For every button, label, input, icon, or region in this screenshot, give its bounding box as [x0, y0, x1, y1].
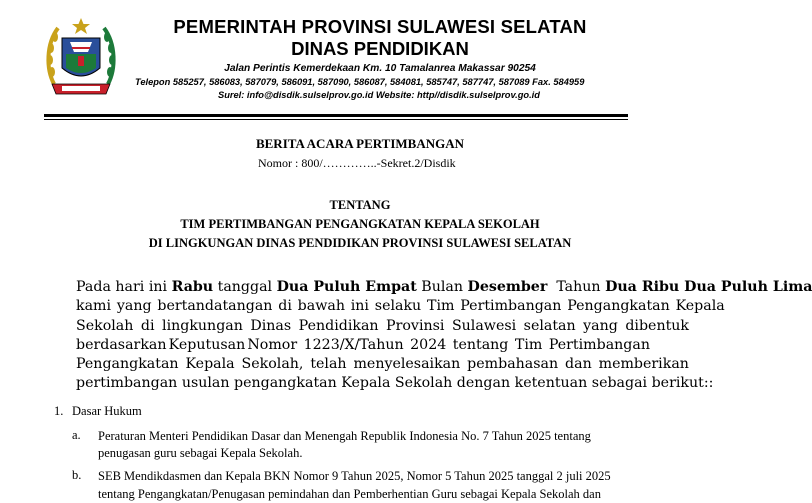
list-item-b-line-2: [98, 486, 658, 501]
para-line-6: pertimbangan usulan pengangkatan Kepala Sekolah dengan ketentuan sebagai berikut::: [76, 375, 714, 392]
year-words: Dua Ribu Dua Puluh Lima: [605, 279, 812, 295]
para-line-2: kami yang bertandatangan di bawah ini selaku Tim Pertimbangan Pengangkatan Kepala: [76, 298, 725, 315]
agency-name: DINAS PENDIDIKAN: [291, 38, 469, 59]
subject-line-2: DI LINGKUNGAN DINAS PENDIDIKAN PROVINSI SULAWESI SELATAN: [148, 236, 572, 250]
list-item-a-line-1: Peraturan Menteri Pendidikan Dasar dan Menengah Republik Indonesia No. 7 Tahun 2025 tentang: [98, 429, 591, 443]
text-run: tanggal: [213, 279, 277, 295]
text-run: Keputusan: [168, 336, 246, 353]
text-run: Pada hari ini: [76, 279, 172, 295]
list-item-a-line-2: penugasan guru sebagai Kepala Sekolah.: [98, 446, 303, 460]
gov-name: PEMERINTAH PROVINSI SULAWESI SELATAN: [173, 16, 587, 37]
list-marker-b: b.: [72, 468, 82, 482]
letterhead-rule-thin: [44, 119, 628, 120]
list-marker-a: a.: [72, 428, 81, 442]
subject-line-1: TIM PERTIMBANGAN PENGANGKATAN KEPALA SEKOLAH: [180, 217, 540, 231]
opening-paragraph: [76, 278, 812, 394]
text-run: Bulan: [416, 279, 468, 295]
legal-basis-heading: Dasar Hukum: [72, 404, 142, 418]
list-item-b-line-2-text: tentang Pengangkatan/Penugasan pemindahan dan Pemberhentian Guru sebagai Kepala Sekolah dan: [98, 487, 601, 501]
para-line-5: Pengangkatan Kepala Sekolah, telah menyelesaikan pembahasan dan memberikan: [76, 356, 689, 373]
para-line-3: Sekolah di lingkungan Dinas Pendidikan Provinsi Sulawesi selatan yang dibentuk: [76, 317, 690, 334]
list-item-a: [98, 428, 658, 462]
doc-number: Nomor : 800/…………..-Sekret.2/Disdik: [258, 156, 456, 170]
tentang-heading: TENTANG: [329, 198, 391, 212]
list-item-b-line-1: SEB Mendikdasmen dan Kepala BKN Nomor 9 Tahun 2025, Nomor 5 Tahun 2025 tanggal 2 juli 2025: [98, 469, 611, 483]
letterhead: [130, 16, 630, 100]
text-run: Nomor 1223/X/Tahun 2024 tentang Tim Pertimbangan: [247, 336, 650, 353]
web-line: Surel: info@disdik.sulselprov.go.id Website: http//disdik.sulselprov.go.id: [218, 90, 540, 100]
month-name: Desember: [467, 279, 548, 295]
para-line-1: [76, 278, 812, 297]
date-words: Dua Puluh Empat: [276, 279, 417, 295]
list-number-1: 1.: [54, 404, 64, 418]
day-name: Rabu: [171, 279, 214, 295]
sulsel-coat-of-arms-icon: [44, 14, 118, 100]
text-run: Tahun: [547, 279, 606, 295]
phone-line: Telepon 585257, 586083, 587079, 586091, 587090, 586087, 584081, 585747, 587747, 587089 Fax. 584959: [135, 77, 585, 87]
address: Jalan Perintis Kemerdekaan Km. 10 Tamalanrea Makassar 90254: [224, 63, 536, 74]
letterhead-rule-thick: [44, 114, 628, 117]
text-run: berdasarkan: [76, 336, 167, 353]
doc-title: BERITA ACARA PERTIMBANGAN: [255, 136, 465, 151]
para-line-4: [76, 336, 650, 355]
